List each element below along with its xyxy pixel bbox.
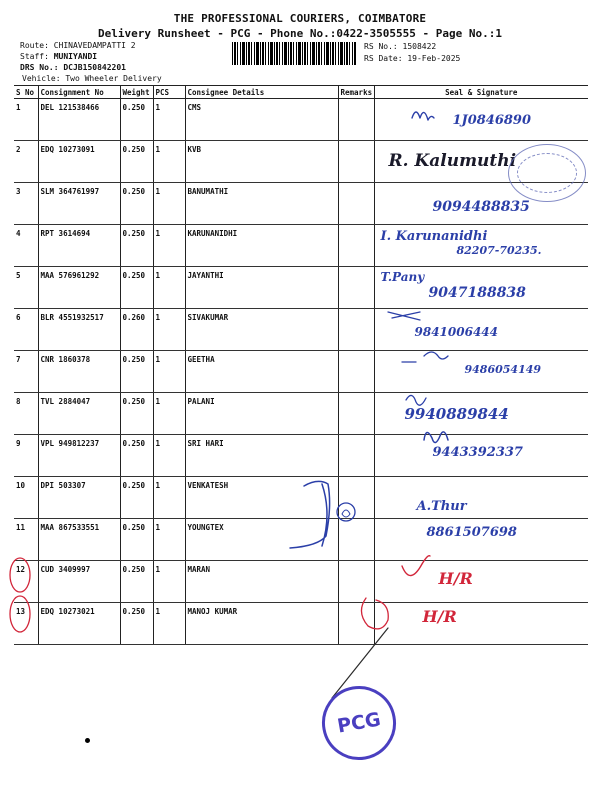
runsheet-subtitle: Delivery Runsheet - PCG - Phone No.:0422-3505555 - Page No.:1	[98, 27, 502, 40]
cell-consignment-no: RPT 3614694	[38, 225, 120, 267]
scribble-dash-7	[402, 352, 448, 362]
signature-12: H/R	[438, 569, 473, 588]
cell-consignee: BANUMATHI	[185, 183, 338, 225]
cell-consignee: GEETHA	[185, 351, 338, 393]
cell-weight: 0.250	[120, 183, 153, 225]
signature-1: 1J0846890	[452, 113, 532, 128]
cell-weight: 0.250	[120, 351, 153, 393]
cell-consignee: MANOJ KUMAR	[185, 603, 338, 645]
cell-weight: 0.250	[120, 393, 153, 435]
cell-pcs: 1	[153, 603, 185, 645]
red-tick-12	[402, 556, 430, 576]
company-title: THE PROFESSIONAL COURIERS, COIMBATORE	[173, 12, 427, 25]
cell-pcs: 1	[153, 309, 185, 351]
cell-pcs: 1	[153, 99, 185, 141]
column-header-weight: Weight	[120, 86, 153, 99]
cell-consignment-no: MAA 867533551	[38, 519, 120, 561]
cell-sno: 2	[14, 141, 38, 183]
cell-consignment-no: EDQ 10273091	[38, 141, 120, 183]
cell-weight: 0.260	[120, 309, 153, 351]
cell-pcs: 1	[153, 435, 185, 477]
cell-consignee: KVB	[185, 141, 338, 183]
signature-13: H/R	[422, 607, 457, 626]
cell-consignment-no: DEL 121538466	[38, 99, 120, 141]
column-header-signature: Seal & Signature	[374, 86, 588, 99]
cell-consignment-no: CUD 3409997	[38, 561, 120, 603]
scribble-initials-9	[424, 432, 448, 443]
cell-pcs: 1	[153, 141, 185, 183]
cell-pcs: 1	[153, 267, 185, 309]
circled-mark-10	[337, 503, 355, 521]
cell-sno: 10	[14, 477, 38, 519]
staff-value: MUNIYANDI	[53, 52, 98, 61]
cell-pcs: 1	[153, 519, 185, 561]
cell-consignment-no: TVL 2884047	[38, 393, 120, 435]
cell-sno: 12	[14, 561, 38, 603]
drs-label: DRS No.:	[20, 63, 59, 72]
signature-5-phone: 9047188838	[428, 285, 526, 301]
cell-sno: 5	[14, 267, 38, 309]
cell-pcs: 1	[153, 183, 185, 225]
scribble-initials-8	[406, 395, 426, 405]
signature-8: 9940889844	[404, 405, 509, 423]
cell-weight: 0.250	[120, 435, 153, 477]
cell-sno: 6	[14, 309, 38, 351]
red-circle-13	[10, 596, 30, 632]
cell-consignment-no: CNR 1860378	[38, 351, 120, 393]
cell-consignment-no: BLR 4551932517	[38, 309, 120, 351]
cell-consignee: JAYANTHI	[185, 267, 338, 309]
cell-sno: 3	[14, 183, 38, 225]
route-text: Route: CHINAVEDAMPATTI 2	[20, 41, 136, 50]
cell-sno: 11	[14, 519, 38, 561]
cell-consignee: CMS	[185, 99, 338, 141]
cell-pcs: 1	[153, 225, 185, 267]
cell-pcs: 1	[153, 351, 185, 393]
cell-consignment-no: DPI 503307	[38, 477, 120, 519]
cell-consignee: KARUNANIDHI	[185, 225, 338, 267]
cell-consignee: PALANI	[185, 393, 338, 435]
cell-consignee: VENKATESH	[185, 477, 338, 519]
signature-4: I. Karunanidhi	[380, 229, 488, 244]
circled-mark-10-inner	[342, 510, 350, 517]
scribble-strike-6	[388, 312, 420, 320]
signature-4-phone: 82207-70235.	[456, 244, 542, 257]
scribble-initials-1	[412, 112, 434, 120]
cell-weight: 0.250	[120, 225, 153, 267]
cell-consignment-no: MAA 576961292	[38, 267, 120, 309]
cell-sno: 8	[14, 393, 38, 435]
cell-weight: 0.250	[120, 477, 153, 519]
cell-weight: 0.250	[120, 519, 153, 561]
cell-weight: 0.250	[120, 141, 153, 183]
signature-10-name: A.Thur	[416, 499, 467, 514]
signature-9: 9443392337	[432, 445, 523, 460]
cell-consignee: MARAN	[185, 561, 338, 603]
cell-pcs: 1	[153, 561, 185, 603]
cell-pcs: 1	[153, 393, 185, 435]
cell-weight: 0.250	[120, 99, 153, 141]
ink-dot	[85, 738, 90, 743]
rs-number: RS No.: 1508422	[364, 42, 437, 51]
red-circle-12	[10, 558, 30, 592]
signature-6: 9841006444	[414, 325, 498, 339]
cell-sno: 9	[14, 435, 38, 477]
cell-sno: 4	[14, 225, 38, 267]
cell-weight: 0.250	[120, 561, 153, 603]
cell-weight: 0.250	[120, 603, 153, 645]
signature-5-name: T.Pany	[380, 270, 425, 284]
vehicle-text: Vehicle: Two Wheeler Delivery	[22, 74, 162, 83]
cell-sno: 1	[14, 99, 38, 141]
pcg-stamp: PCG	[316, 680, 402, 766]
cell-consignment-no: VPL 949812237	[38, 435, 120, 477]
column-header-pcs: PCS	[153, 86, 185, 99]
rs-date: RS Date: 19-Feb-2025	[364, 54, 461, 63]
bracket-mark-10-11	[290, 481, 330, 548]
signature-3: 9094488835	[432, 199, 530, 215]
cell-sno: 7	[14, 351, 38, 393]
cell-consignment-no: SLM 364761997	[38, 183, 120, 225]
red-circled-mark-13	[361, 598, 388, 629]
cell-consignment-no: EDQ 10273021	[38, 603, 120, 645]
cell-sno: 13	[14, 603, 38, 645]
cell-consignee: YOUNGTEX	[185, 519, 338, 561]
signature-7: 9486054149	[464, 363, 542, 376]
signature-11: 8861507698	[426, 525, 517, 540]
staff-label: Staff:	[20, 52, 49, 61]
cell-pcs: 1	[153, 477, 185, 519]
column-header-remarks: Remarks	[338, 86, 374, 99]
column-header-sno: S No	[14, 86, 38, 99]
signature-2: R. Kalumuthi	[388, 151, 517, 171]
drs-value: DCJB150842201	[63, 63, 126, 72]
cell-consignee: SRI HARI	[185, 435, 338, 477]
cell-weight: 0.250	[120, 267, 153, 309]
column-header-consignment: Consignment No	[38, 86, 120, 99]
cell-consignee: SIVAKUMAR	[185, 309, 338, 351]
column-header-consignee: Consignee Details	[185, 86, 338, 99]
